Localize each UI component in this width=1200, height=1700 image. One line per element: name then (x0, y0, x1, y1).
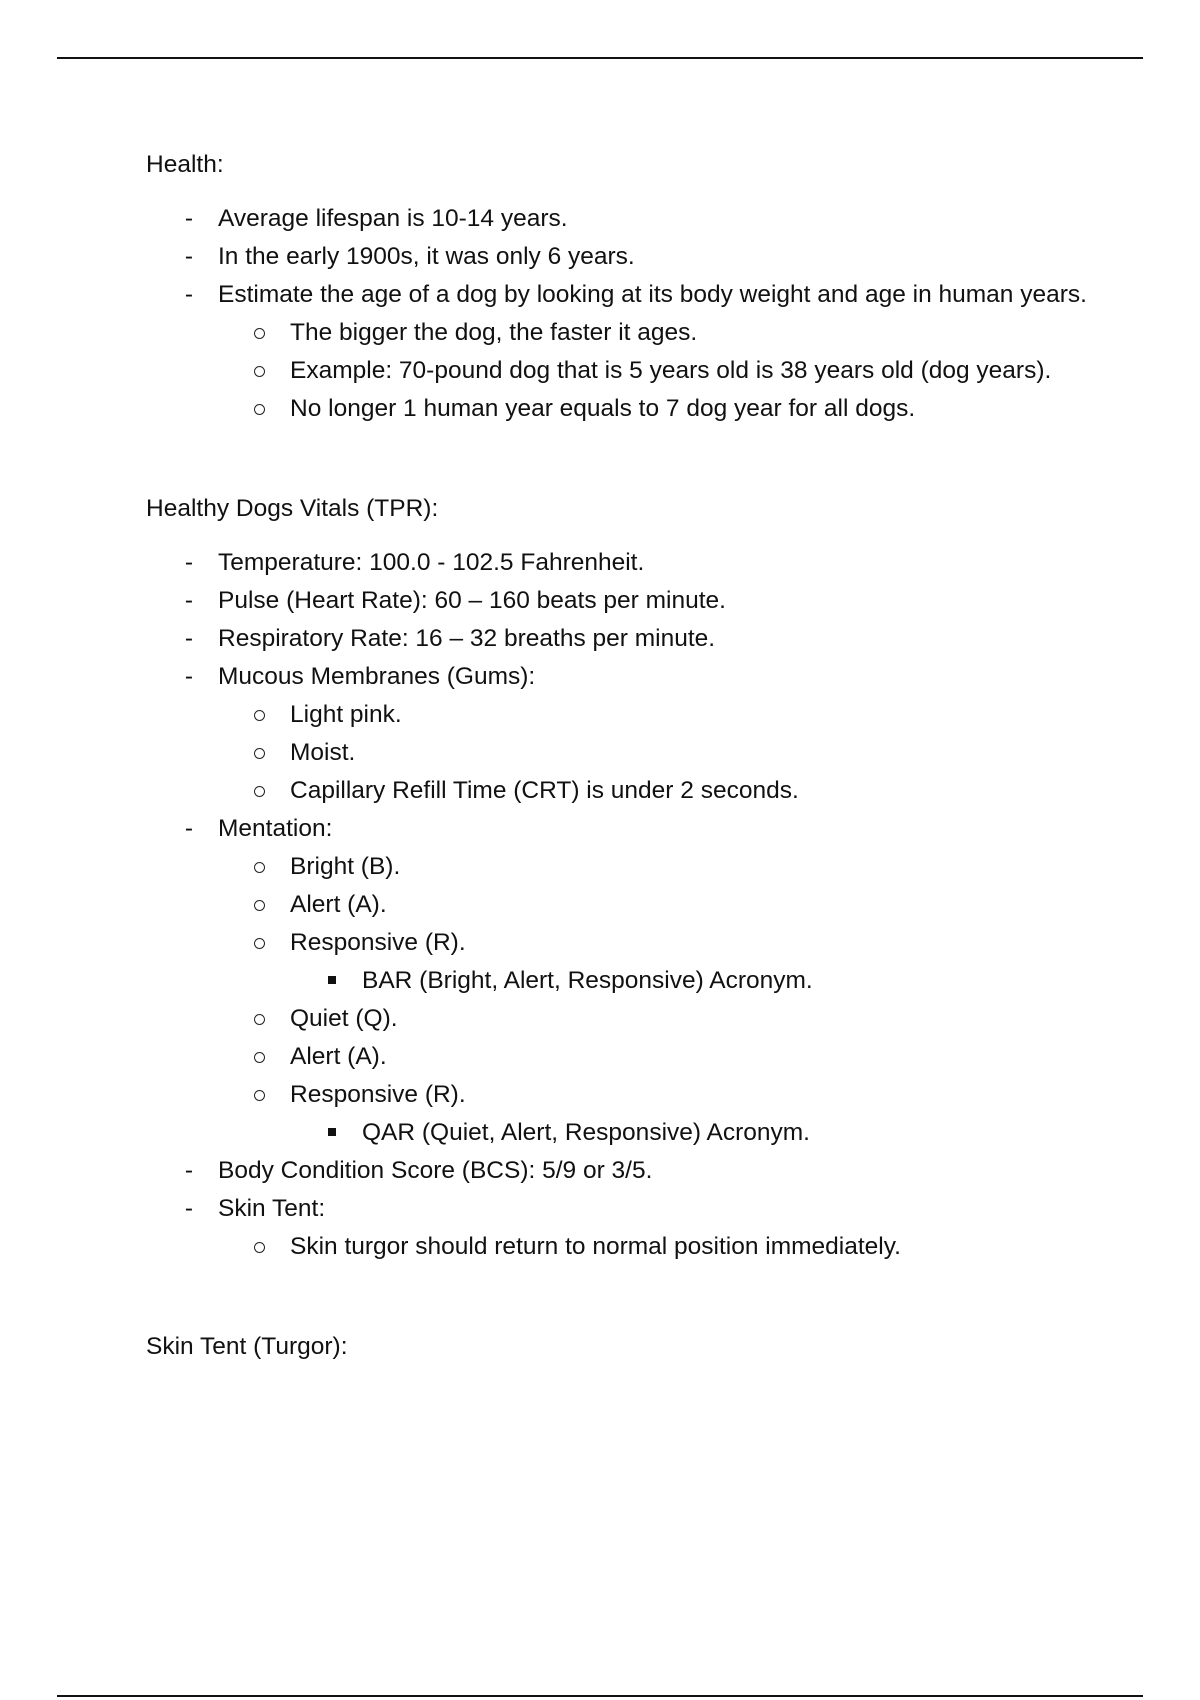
circle-bullet-icon (254, 1242, 265, 1253)
sub-list (218, 1228, 1106, 1266)
sub-list (218, 848, 1106, 1152)
sub-list-item-text: Alert (A). (290, 1043, 387, 1070)
circle-bullet-icon (254, 786, 265, 797)
circle-bullet-icon (254, 938, 265, 949)
circle-bullet-icon (254, 328, 265, 339)
circle-bullet-icon (254, 366, 265, 377)
list-item (146, 658, 1106, 810)
skin-tent-text: Skin Tent: (218, 1195, 326, 1222)
dash-bullet: - (184, 549, 194, 576)
sub-list-item-text: Skin turgor should return to normal position immediately. (290, 1233, 901, 1260)
mentation-text: Mentation: (218, 815, 333, 842)
circle-bullet-icon (254, 862, 265, 873)
sub-list-item (218, 1076, 1106, 1152)
dash-bullet: - (184, 1157, 194, 1184)
sub-list-item-text: Quiet (Q). (290, 1005, 398, 1032)
sub-sub-list-item (290, 1114, 1106, 1152)
sub-list-item (218, 886, 1106, 924)
qar-acronym-text: QAR (Quiet, Alert, Responsive) Acronym. (362, 1119, 810, 1146)
list-item-text: Average lifespan is 10-14 years. (218, 205, 568, 232)
list-item-text: In the early 1900s, it was only 6 years. (218, 243, 635, 270)
list-item (146, 810, 1106, 1152)
respiratory-text: Respiratory Rate: 16 – 32 breaths per minute. (218, 625, 716, 652)
vitals-list (146, 544, 1106, 1266)
vitals-heading: Healthy Dogs Vitals (TPR): (146, 495, 439, 522)
sub-sub-list-item (290, 962, 1106, 1000)
circle-bullet-icon (254, 1090, 265, 1101)
sub-list-item (218, 772, 1106, 810)
sub-list-item-text: Example: 70-pound dog that is 5 years old is 38 years old (dog years). (290, 357, 1052, 384)
circle-bullet-icon (254, 1052, 265, 1063)
sub-list-item (218, 1000, 1106, 1038)
list-item (146, 200, 1106, 238)
sub-list-item-text: No longer 1 human year equals to 7 dog year for all dogs. (290, 395, 916, 422)
sub-list-item-text: Responsive (R). (290, 1081, 466, 1108)
dash-bullet: - (184, 281, 194, 308)
sub-list-item (218, 734, 1106, 772)
mucous-membranes-text: Mucous Membranes (Gums): (218, 663, 536, 690)
sub-list-item-text: Responsive (R). (290, 929, 466, 956)
circle-bullet-icon (254, 404, 265, 415)
sub-list-item (218, 848, 1106, 886)
health-list (146, 200, 1106, 428)
sub-sub-list (290, 1114, 1106, 1152)
sub-list-item-text: Capillary Refill Time (CRT) is under 2 seconds. (290, 777, 799, 804)
health-heading: Health: (146, 151, 224, 178)
sub-list-item (218, 924, 1106, 1000)
sub-list-item (218, 1038, 1106, 1076)
sub-list (218, 314, 1106, 428)
dash-bullet: - (184, 243, 194, 270)
dash-bullet: - (184, 587, 194, 614)
dash-bullet: - (184, 663, 194, 690)
sub-list-item (218, 314, 1106, 352)
sub-list (218, 696, 1106, 810)
square-bullet-icon (328, 1128, 336, 1136)
sub-list-item (218, 390, 1106, 428)
list-item (146, 582, 1106, 620)
header-rule (57, 57, 1143, 59)
sub-list-item (218, 1228, 1106, 1266)
sub-list-item-text: Alert (A). (290, 891, 387, 918)
list-item (146, 1152, 1106, 1190)
sub-list-item (218, 352, 1106, 390)
dash-bullet: - (184, 205, 194, 232)
circle-bullet-icon (254, 710, 265, 721)
list-item-text: Estimate the age of a dog by looking at its body weight and age in human years. (218, 281, 1087, 308)
temperature-text: Temperature: 100.0 - 102.5 Fahrenheit. (218, 549, 645, 576)
list-item (146, 544, 1106, 582)
list-item (146, 238, 1106, 276)
list-item (146, 620, 1106, 658)
sub-list-item-text: The bigger the dog, the faster it ages. (290, 319, 698, 346)
footer-rule (57, 1695, 1143, 1697)
bcs-text: Body Condition Score (BCS): 5/9 or 3/5. (218, 1157, 653, 1184)
document-body (146, 146, 1106, 1366)
dash-bullet: - (184, 625, 194, 652)
circle-bullet-icon (254, 900, 265, 911)
square-bullet-icon (328, 976, 336, 984)
circle-bullet-icon (254, 1014, 265, 1025)
bar-acronym-text: BAR (Bright, Alert, Responsive) Acronym. (362, 967, 813, 994)
sub-list-item-text: Light pink. (290, 701, 402, 728)
sub-list-item-text: Bright (B). (290, 853, 401, 880)
list-item (146, 276, 1106, 428)
sub-list-item (218, 696, 1106, 734)
sub-list-item-text: Moist. (290, 739, 356, 766)
circle-bullet-icon (254, 748, 265, 759)
pulse-text: Pulse (Heart Rate): 60 – 160 beats per minute. (218, 587, 726, 614)
list-item (146, 1190, 1106, 1266)
sub-sub-list (290, 962, 1106, 1000)
dash-bullet: - (184, 1195, 194, 1222)
skin-turgor-heading: Skin Tent (Turgor): (146, 1333, 348, 1360)
dash-bullet: - (184, 815, 194, 842)
